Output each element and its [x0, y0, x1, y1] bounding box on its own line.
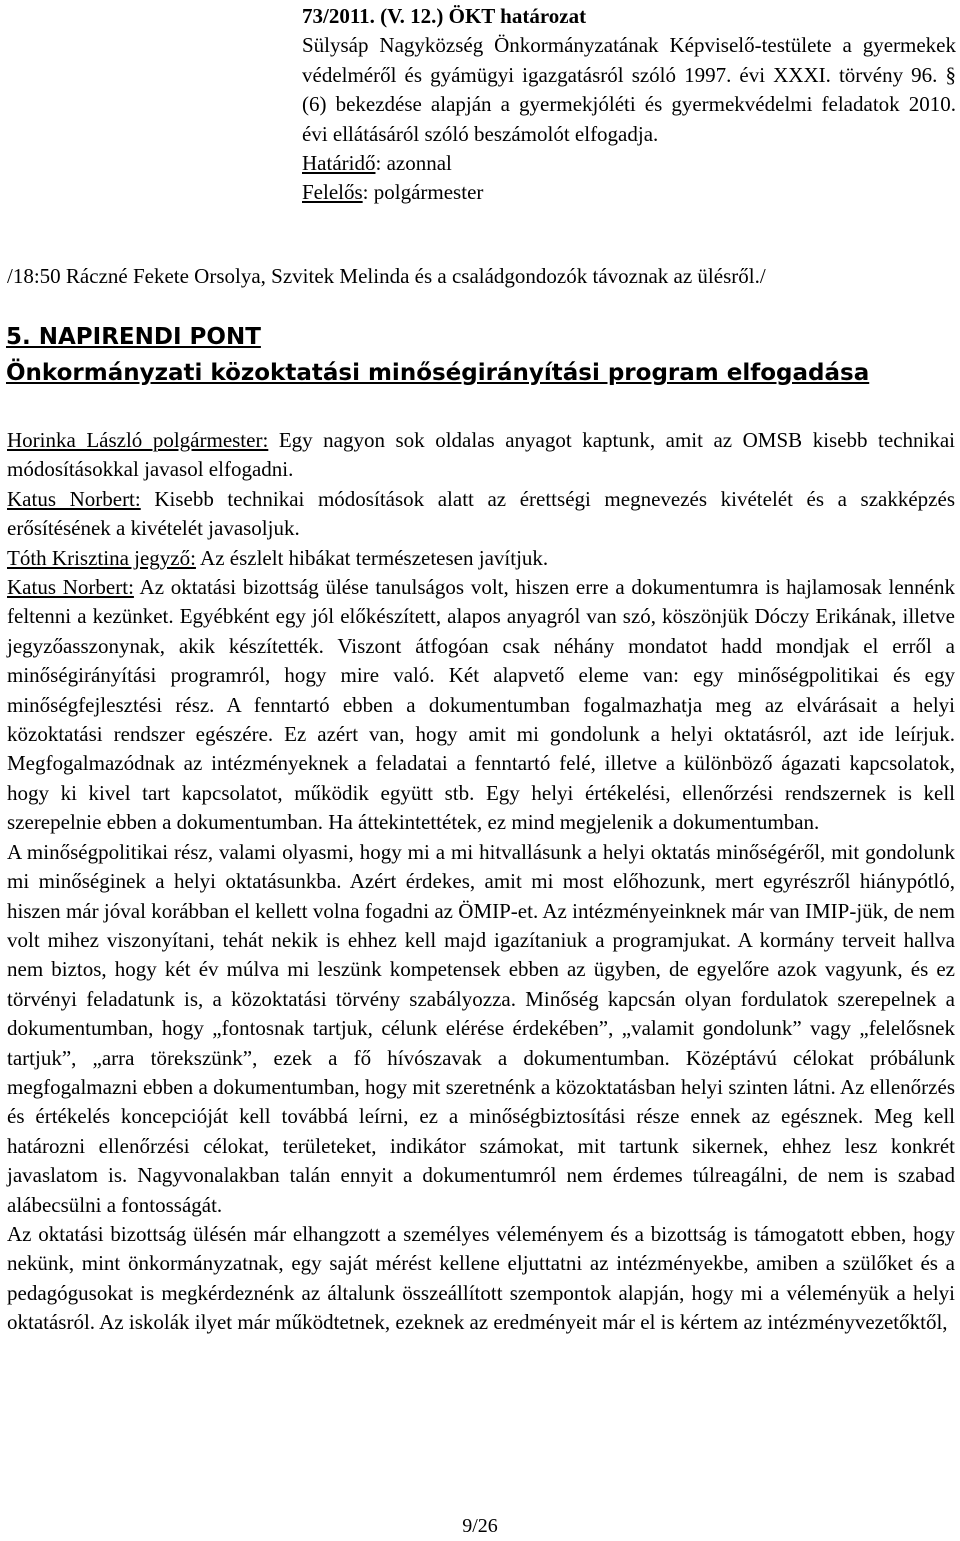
- page-number: 9/26: [462, 1515, 498, 1537]
- speaker-name: Horinka László polgármester:: [7, 428, 269, 452]
- paragraph: [7, 485, 955, 544]
- speaker-name: Tóth Krisztina jegyző:: [7, 545, 196, 570]
- speaker-name: Katus Norbert:: [7, 486, 141, 511]
- speech-text: Az oktatási bizottság ülésén már elhangzott a személyes véleményem és a bizottság is támogatott ebben, hogy nekünk, mint önkormányzatnak, egy saját mérést kellene eljuttatni az intézményekbe, amiben a szülőket és a pedagógusokat is megkérdeznénk az általunk összeállított szempontok alapján, hogy mi a véleményük a helyi oktatásról. Az iskolák ilyet már működtetnek, ezeknek az eredményeit már el is kértem az intézményvezetőktől,: [7, 1221, 955, 1335]
- speech-text: Egy nagyon sok oldalas anyagot kaptunk, amit az OMSB kisebb technikai módosításokkal javasol elfogadni.: [7, 428, 956, 482]
- paragraph: [7, 426, 955, 485]
- session-note: /18:50 Ráczné Fekete Orsolya, Szvitek Melinda és a családgondozók távoznak az ülésről./: [7, 264, 766, 288]
- paragraph: [7, 838, 955, 1220]
- responsible-value: : polgármester: [362, 180, 484, 205]
- speech-text: Az oktatási bizottság ülése tanulságos volt, hiszen erre a dokumentumra is hajlamosak lennénk feltenni a kezünket. Egyébként egy jól előkészített, alapos anyagról van szó, köszönjük Dóczy Erikának, illetve jegyzőasszonynak, akik készítették. Viszont átfogóan csak néhány mondatot hadd mondjak el erről a minőségirányítási programról, hogy mire való. Két alapvető eleme van: egy minőségpolitikai és egy minőségfejlesztési rész. A fenntartó ebben a dokumentumban fogalmazhatja meg az elvárásait a helyi közoktatási rendszer egészére. Ez azért van, hogy amit mi gondolunk a helyi oktatásról, azt ide leírjuk. Megfogalmazódnak az intézményeknek a feladatai a fenntartó felé, illetve a különböző ágazati kapcsolatok, hogy ki kivel tart kapcsolatot, működik együtt stb. Egy helyi értékelési, ellenőrzési rendszernek is kell szerepelnie ebben a dokumentumban. Ha áttekintettétek, ez mind megjelenik a dokumentumban.: [7, 575, 956, 835]
- minutes-body: [7, 426, 955, 1338]
- speech-text: Az észlelt hibákat természetesen javítjuk.: [195, 545, 549, 570]
- agenda-title: Önkormányzati közoktatási minőségirányítási program elfogadása: [6, 360, 870, 386]
- resolution-title: 73/2011. (V. 12.) ÖKT határozat: [302, 4, 587, 28]
- paragraph: [7, 1220, 955, 1338]
- paragraph: [7, 573, 955, 838]
- speaker-name: Katus Norbert:: [7, 575, 134, 600]
- speech-text: Kisebb technikai módosítások alatt az érettségi megnevezés kivételét és a szakképzés erősítésének a kivételét javasoljuk.: [7, 486, 955, 541]
- paragraph: [7, 544, 955, 573]
- resolution-text: Sülysáp Nagyközség Önkormányzatának Képviselő-testülete a gyermekek védelméről és gyámügyi igazgatásról szóló 1997. évi XXXI. törvény 96. § (6) bekezdése alapján a gyermekjóléti és gyermekvédelmi feladatok 2010. évi ellátásáról szóló beszámolót elfogadja.: [302, 33, 956, 146]
- agenda-number: 5. NAPIRENDI PONT: [6, 324, 261, 350]
- deadline-label: Határidő: [302, 151, 376, 176]
- resolution-deadline: [302, 149, 956, 178]
- resolution-responsible: [302, 178, 956, 207]
- resolution-block: [302, 2, 956, 208]
- speech-text: A minőségpolitikai rész, valami olyasmi, hogy mi a mi hitvallásunk a helyi oktatás minőségéről, mit gondolunk mi minőséginek a helyi oktatásunkba. Azért érdekes, amit mi most előhozunk, mert egyrészről hiánypótló, hiszen már jóval korábban el kellett volna fogadni az ÖMIP-et. Az intézményeinknek már van IMIP-jük, de nem volt mihez viszonyítani, tehát nekik is ehhez kell majd igazítaniuk a programjukat. A kormány terveit hallva nem biztos, hogy két év múlva mi leszünk kompetensek ebben az ügyben, de egyelőre azok vagyunk, és ez törvényi feladatunk is, a közoktatási törvény szabályozza. Minőség kapcsán olyan fordulatok szerepelnek a dokumentumban, hogy „fontosnak tartjuk, célunk elérése érdekében”, „valamit gondolunk” vagy „felelősnek tartjuk”, „arra törekszünk”, ezek a fő hívószavak a dokumentumban. Középtávú célokat próbálunk megfogalmazni ebben a dokumentumban, hogy mit szeretnénk a közoktatásban helyi szinten látni. Az ellenőrzés és értékelés koncepcióját kell továbbá leírni, ez a minőségbiztosítási része ennek az egésznek. Meg kell határozni ellenőrzési célokat, területeket, indikátor számokat, mit tartunk sikernek, ehhez lesz konkrét javaslatom is. Nagyvonalakban talán ennyit a dokumentumról nem érdemes túlreagálni, de nem is szabad alábecsülni a fontosságát.: [7, 839, 955, 1217]
- deadline-value: : azonnal: [375, 151, 452, 176]
- responsible-label: Felelős: [302, 180, 363, 205]
